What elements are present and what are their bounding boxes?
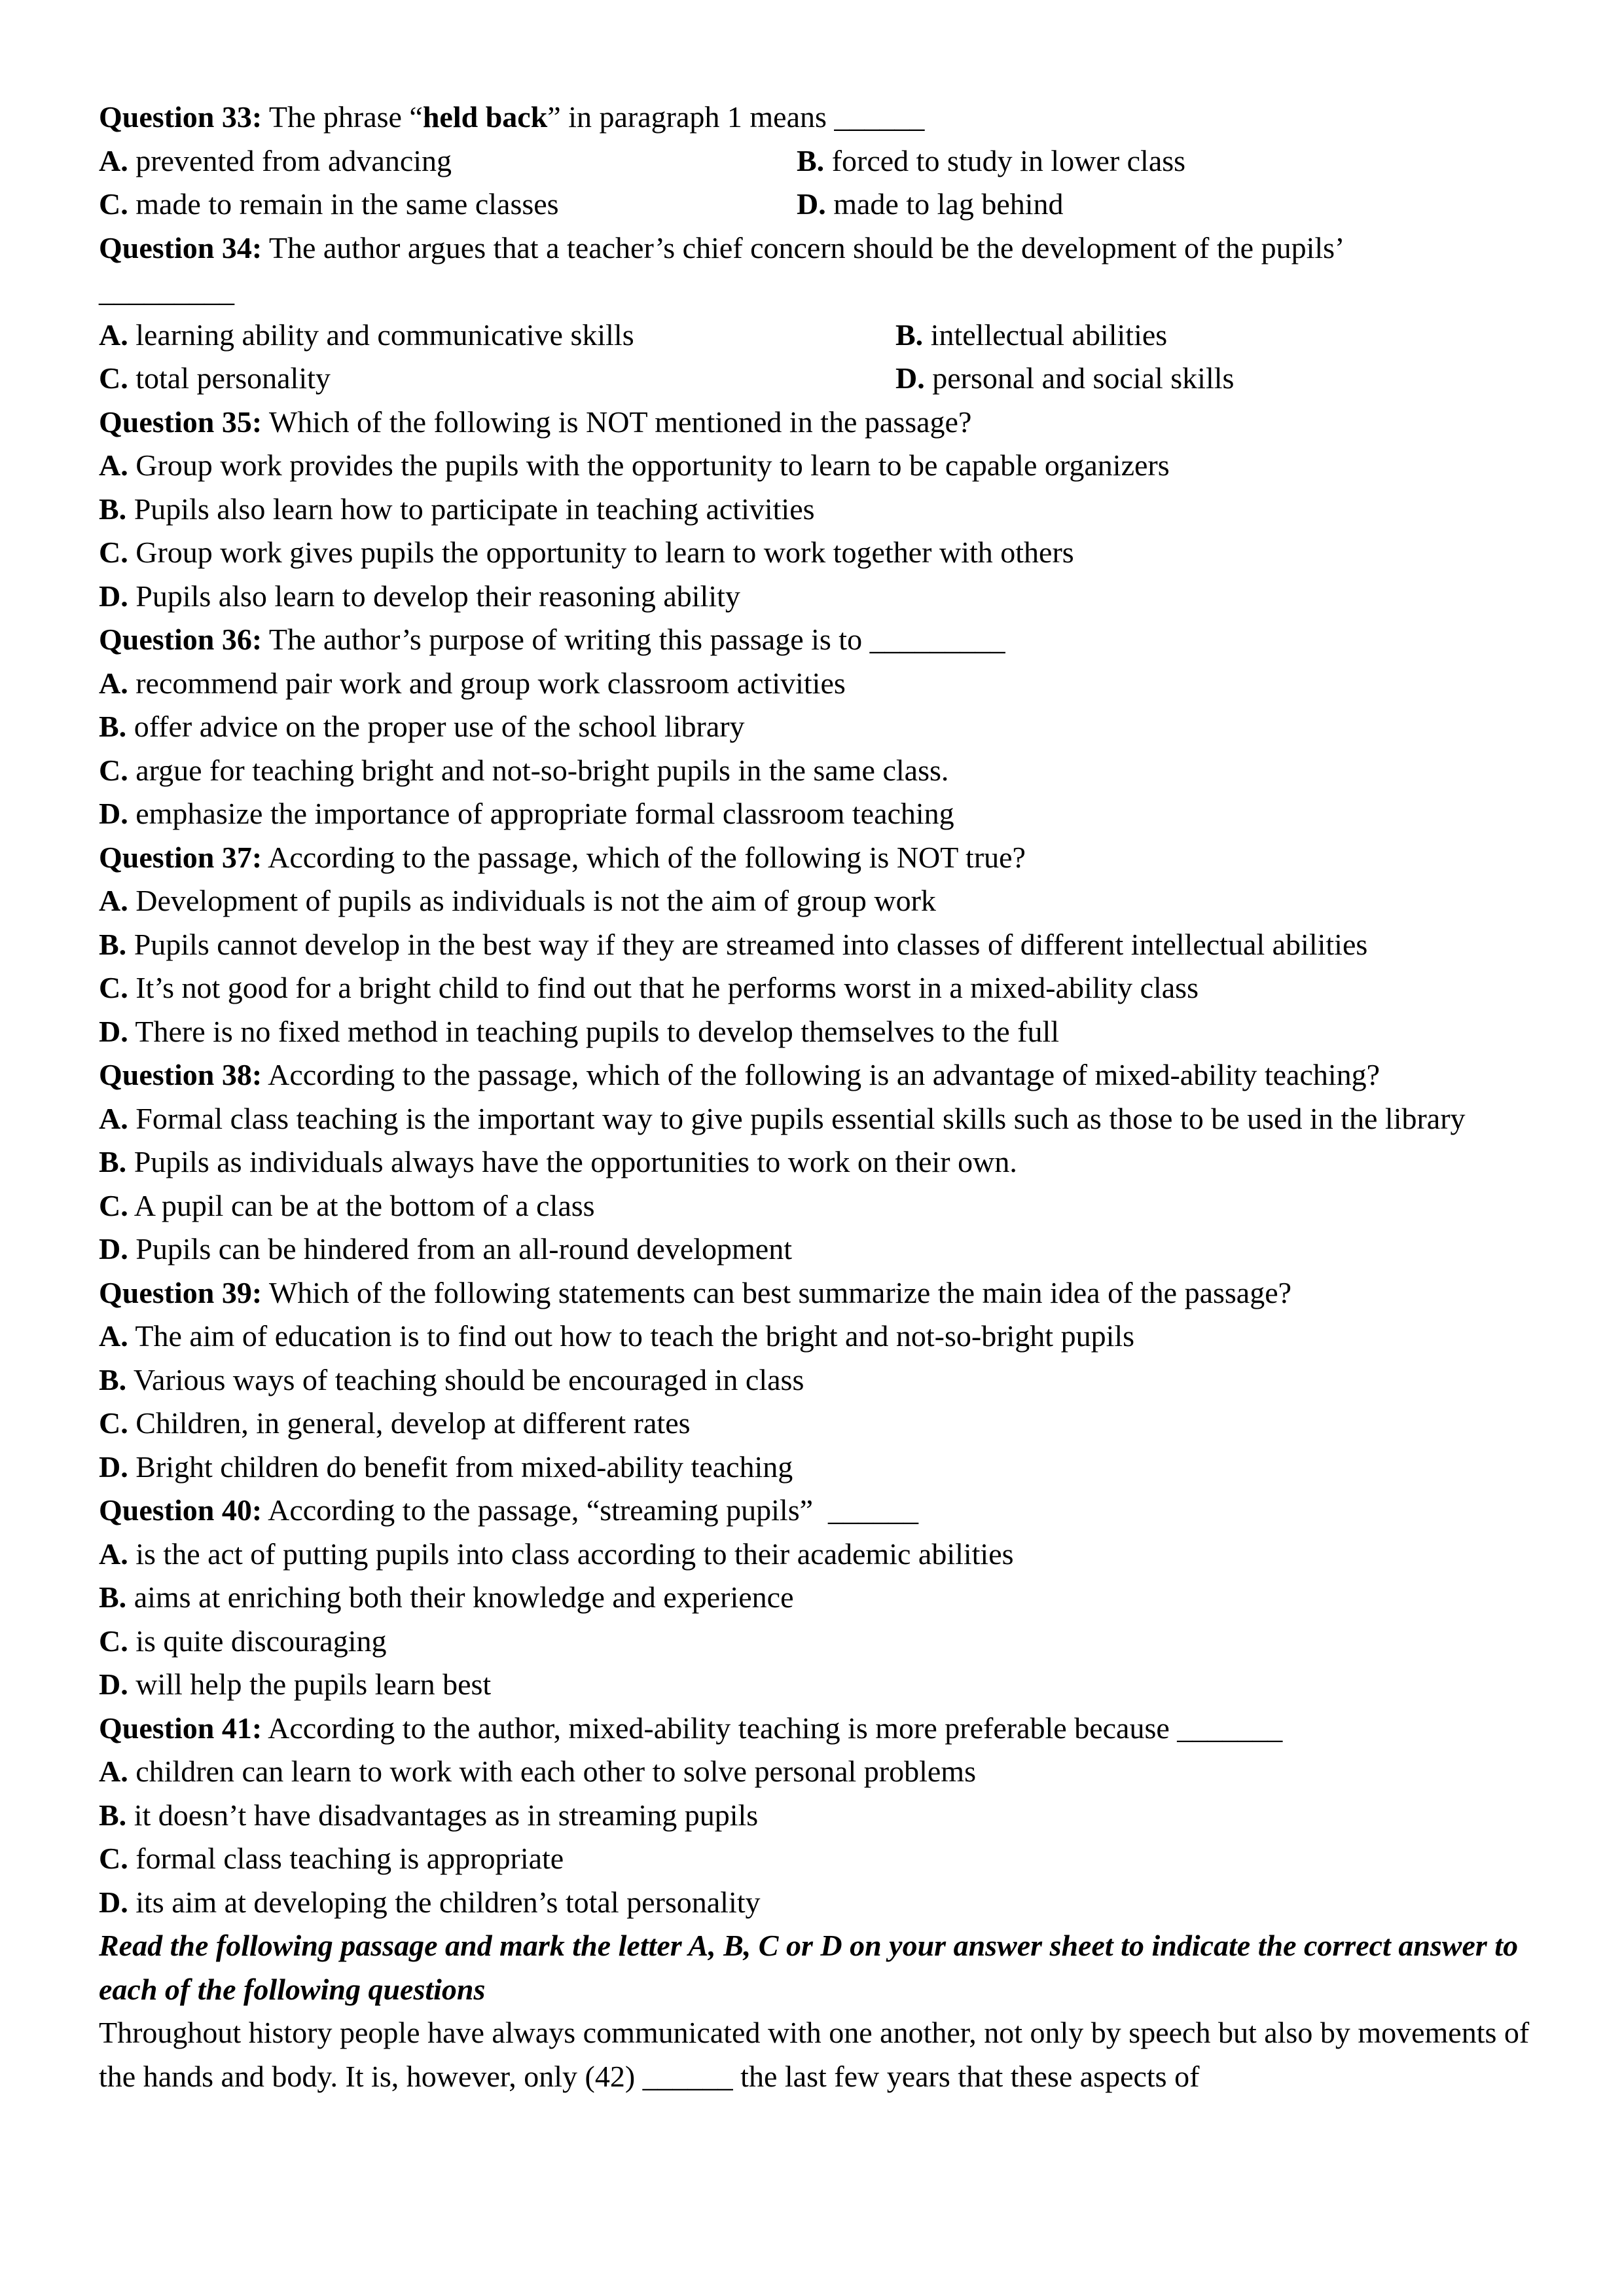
option-label: D. bbox=[797, 187, 826, 221]
option-row bbox=[99, 139, 1532, 183]
option-label: B. bbox=[895, 318, 924, 352]
option-text: Bright children do benefit from mixed-ability teaching bbox=[128, 1449, 793, 1484]
option-text: its aim at developing the children’s total personality bbox=[128, 1885, 761, 1919]
option-label: C. bbox=[99, 971, 128, 1004]
option-label: A. bbox=[99, 1755, 128, 1788]
option-line bbox=[99, 444, 1532, 488]
option-line bbox=[99, 1402, 1532, 1446]
option-label: C. bbox=[99, 1624, 128, 1658]
option-line bbox=[99, 1663, 1532, 1707]
option-label: D. bbox=[99, 1014, 128, 1048]
option-label: C. bbox=[99, 536, 128, 569]
option-text: total personality bbox=[128, 361, 331, 395]
question-text: The author’s purpose of writing this passage is to _________ bbox=[262, 623, 1005, 656]
option-text: is the act of putting pupils into class according to their academic abilities bbox=[128, 1537, 1014, 1571]
option-line bbox=[99, 966, 1532, 1010]
question-41 bbox=[99, 1707, 1532, 1751]
option-label: B. bbox=[99, 710, 127, 743]
option-row bbox=[99, 183, 1532, 227]
exam-page bbox=[99, 96, 1532, 2098]
option-text: argue for teaching bright and not-so-bright pupils in the same class. bbox=[128, 753, 949, 787]
option-label: D. bbox=[99, 1449, 128, 1484]
option-text: Group work provides the pupils with the opportunity to learn to be capable organizers bbox=[128, 448, 1170, 482]
question-text: According to the author, mixed-ability teaching is more preferable because _______ bbox=[262, 1711, 1283, 1745]
option-line bbox=[99, 923, 1532, 967]
option-label: B. bbox=[99, 1580, 127, 1614]
option-line bbox=[99, 1620, 1532, 1664]
option-text: intellectual abilities bbox=[923, 318, 1168, 352]
option-line bbox=[99, 1097, 1532, 1141]
option-text: Formal class teaching is the important way to give pupils essential skills such as those to be used in the library bbox=[128, 1101, 1466, 1135]
option-text: Development of pupils as individuals is not the aim of group work bbox=[128, 884, 936, 917]
option-line bbox=[99, 705, 1532, 749]
option-line bbox=[99, 879, 1532, 923]
option-label: A. bbox=[99, 143, 128, 177]
option-line bbox=[99, 575, 1532, 619]
question-36 bbox=[99, 618, 1532, 662]
option-label: A. bbox=[99, 318, 128, 352]
option-line bbox=[99, 1750, 1532, 1794]
option-label: C. bbox=[99, 361, 128, 395]
option-label: B. bbox=[99, 492, 127, 526]
question-33 bbox=[99, 96, 1532, 139]
question-emphasis: held back bbox=[422, 100, 548, 134]
option-text: children can learn to work with each other to solve personal problems bbox=[128, 1755, 976, 1788]
option-label: B. bbox=[99, 1145, 127, 1178]
option-line bbox=[99, 531, 1532, 575]
option-label: B. bbox=[99, 1362, 127, 1396]
question-text: According to the passage, “streaming pupils” ______ bbox=[262, 1493, 919, 1527]
option-text: emphasize the importance of appropriate formal classroom teaching bbox=[128, 797, 954, 830]
option-text: prevented from advancing bbox=[128, 143, 452, 177]
option-line bbox=[99, 749, 1532, 793]
option-line bbox=[99, 1184, 1532, 1228]
question-label: Question 36: bbox=[99, 623, 262, 656]
question-text: The phrase “ bbox=[262, 100, 423, 134]
option-text: Pupils also learn how to participate in teaching activities bbox=[126, 492, 815, 526]
option-text: A pupil can be at the bottom of a class bbox=[128, 1188, 595, 1222]
option-line bbox=[99, 1315, 1532, 1358]
option-text: Various ways of teaching should be encouraged in class bbox=[126, 1362, 804, 1396]
question-text: Which of the following statements can best summarize the main idea of the passage? bbox=[262, 1275, 1292, 1309]
option-label: D. bbox=[99, 1667, 128, 1701]
option-label: A. bbox=[99, 448, 128, 482]
option-text: it doesn’t have disadvantages as in streaming pupils bbox=[126, 1798, 759, 1832]
option-label: A. bbox=[99, 1537, 128, 1571]
option-label: D. bbox=[99, 797, 128, 830]
question-40 bbox=[99, 1489, 1532, 1533]
question-35 bbox=[99, 401, 1532, 445]
option-line bbox=[99, 1010, 1532, 1054]
option-label: C. bbox=[99, 1842, 128, 1875]
option-line bbox=[99, 1837, 1532, 1881]
option-text: Pupils also learn to develop their reasoning ability bbox=[128, 579, 740, 613]
option-label: C. bbox=[99, 1188, 128, 1222]
option-text: Pupils as individuals always have the opportunities to work on their own. bbox=[126, 1145, 1017, 1178]
option-label: B. bbox=[99, 927, 127, 961]
option-line bbox=[99, 662, 1532, 706]
question-39 bbox=[99, 1271, 1532, 1315]
question-label: Question 39: bbox=[99, 1275, 262, 1309]
option-line bbox=[99, 1794, 1532, 1838]
option-line bbox=[99, 1533, 1532, 1576]
question-label: Question 37: bbox=[99, 840, 262, 874]
option-text: It’s not good for a bright child to find out that he performs worst in a mixed-ability class bbox=[128, 971, 1199, 1004]
question-label: Question 38: bbox=[99, 1058, 262, 1091]
option-text: made to remain in the same classes bbox=[128, 187, 559, 221]
option-text: personal and social skills bbox=[924, 361, 1235, 395]
option-line bbox=[99, 1881, 1532, 1925]
option-label: C. bbox=[99, 753, 128, 787]
option-label: D. bbox=[895, 361, 925, 395]
option-label: C. bbox=[99, 1406, 128, 1440]
option-text: Children, in general, develop at different rates bbox=[128, 1406, 691, 1440]
question-text: Which of the following is NOT mentioned in the passage? bbox=[262, 405, 972, 439]
option-line bbox=[99, 1576, 1532, 1620]
answer-blank: _________ bbox=[99, 274, 234, 308]
option-label: D. bbox=[99, 1885, 128, 1919]
option-label: D. bbox=[99, 1232, 128, 1266]
question-label: Question 35: bbox=[99, 405, 262, 439]
option-label: B. bbox=[99, 1798, 127, 1832]
option-text: formal class teaching is appropriate bbox=[128, 1842, 564, 1875]
question-text: According to the passage, which of the following is NOT true? bbox=[262, 840, 1026, 874]
option-label: C. bbox=[99, 187, 128, 221]
question-label: Question 40: bbox=[99, 1493, 262, 1527]
option-label: A. bbox=[99, 1101, 128, 1135]
option-line bbox=[99, 1358, 1532, 1402]
option-row bbox=[99, 314, 1532, 357]
option-text: Group work gives pupils the opportunity to learn to work together with others bbox=[128, 536, 1074, 569]
section-instruction: Read the following passage and mark the letter A, B, C or D on your answer sheet to indicate the correct answer to each of the following questions bbox=[99, 1929, 1519, 2006]
option-text: learning ability and communicative skills bbox=[128, 318, 634, 352]
option-label: A. bbox=[99, 666, 128, 700]
option-text: offer advice on the proper use of the school library bbox=[126, 710, 745, 743]
option-text: Pupils can be hindered from an all-round development bbox=[128, 1232, 793, 1266]
option-row bbox=[99, 357, 1532, 401]
option-label: A. bbox=[99, 884, 128, 917]
option-text: is quite discouraging bbox=[128, 1624, 387, 1658]
question-label: Question 33: bbox=[99, 100, 262, 134]
option-line bbox=[99, 1228, 1532, 1271]
question-text: According to the passage, which of the following is an advantage of mixed-ability teaching? bbox=[262, 1058, 1380, 1091]
option-label: B. bbox=[797, 143, 825, 177]
option-label: D. bbox=[99, 579, 128, 613]
option-line bbox=[99, 1140, 1532, 1184]
question-38 bbox=[99, 1053, 1532, 1097]
option-line bbox=[99, 792, 1532, 836]
option-text: forced to study in lower class bbox=[824, 143, 1186, 177]
question-label: Question 41: bbox=[99, 1711, 262, 1745]
question-37 bbox=[99, 836, 1532, 880]
option-text: There is no fixed method in teaching pupils to develop themselves to the full bbox=[128, 1014, 1060, 1048]
option-label: A. bbox=[99, 1319, 128, 1353]
option-text: Pupils cannot develop in the best way if they are streamed into classes of different intellectual abilities bbox=[126, 927, 1368, 961]
option-text: made to lag behind bbox=[825, 187, 1064, 221]
option-text: The aim of education is to find out how to teach the bright and not-so-bright pupils bbox=[128, 1319, 1135, 1353]
question-34 bbox=[99, 227, 1532, 270]
question-label: Question 34: bbox=[99, 230, 262, 264]
question-text: The author argues that a teacher’s chief concern should be the development of the pupils’ bbox=[262, 230, 1345, 264]
question-text: ” in paragraph 1 means ______ bbox=[547, 100, 925, 134]
option-line bbox=[99, 1446, 1532, 1489]
option-text: will help the pupils learn best bbox=[128, 1667, 492, 1701]
option-text: recommend pair work and group work classroom activities bbox=[128, 666, 846, 700]
option-line bbox=[99, 488, 1532, 532]
option-text: aims at enriching both their knowledge and experience bbox=[126, 1580, 794, 1614]
reading-passage: Throughout history people have always communicated with one another, not only by speech but also by movements of the hands and body. It is, however, only (42) ______ the last few years that these aspects of bbox=[99, 2016, 1530, 2093]
